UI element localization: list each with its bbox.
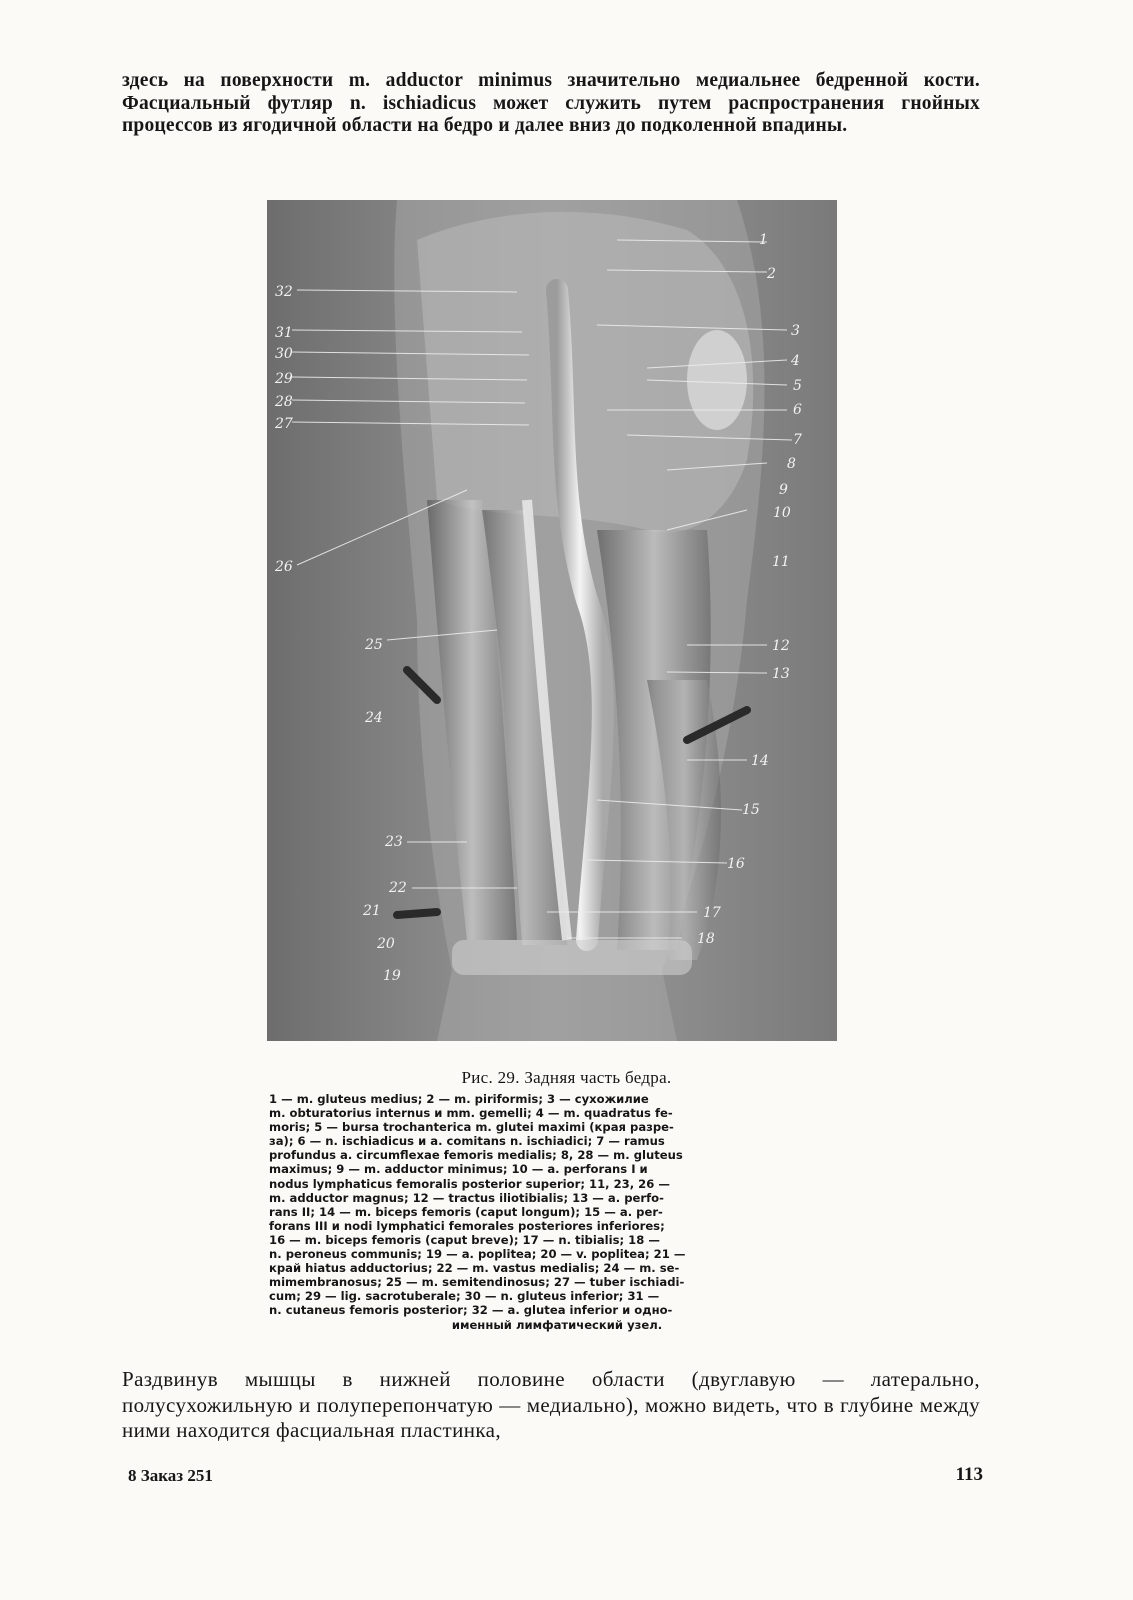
callout-24: 24 [365, 710, 383, 726]
legend-line: 1 — m. gluteus medius; 2 — m. piriformis; 3 — сухожилие [269, 1092, 649, 1106]
legend-line: rans II; 14 — m. biceps femoris (caput longum); 15 — a. per- [269, 1204, 663, 1219]
legend-line: forans III и nodi lymphatici femorales posteriores inferiores; [269, 1218, 665, 1233]
figure-legend [269, 1092, 845, 1332]
callout-32: 32 [275, 284, 293, 300]
callout-21: 21 [363, 903, 381, 919]
callout-28: 28 [275, 394, 293, 410]
legend-line: n. cutaneus femoris posterior; 32 — a. glutea inferior и одно- [269, 1303, 673, 1318]
callout-17: 17 [703, 905, 721, 921]
legend-line: moris; 5 — bursa trochanterica m. glutei maximi (края разре- [269, 1120, 674, 1135]
legend-line: nodus lymphaticus femoralis posterior superior; 11, 23, 26 — [269, 1176, 670, 1191]
callout-11: 11 [772, 554, 790, 570]
callout-13: 13 [772, 666, 790, 682]
legend-line: n. peroneus communis; 19 — a. poplitea; 20 — v. poplitea; 21 — [269, 1247, 686, 1262]
callout-12: 12 [772, 638, 790, 654]
callout-10: 10 [773, 505, 791, 521]
callout-14: 14 [751, 753, 769, 769]
bottom-paragraph: Раздвинув мышцы в нижней половине области (двуглавую — латерально, полусухожильную и полуперепончатую — медиально), можно видеть, что в глубине между ними находится фасциальная пластинка, [122, 1367, 980, 1442]
figure-caption-title: Рис. 29. Задняя часть бедра. [461, 1068, 672, 1087]
callout-31: 31 [275, 325, 293, 341]
callout-22: 22 [389, 880, 407, 896]
callout-16: 16 [727, 856, 745, 872]
callout-25: 25 [365, 637, 383, 653]
legend-line: maximus; 9 — m. adductor minimus; 10 — a. perforans I и [269, 1162, 648, 1177]
callout-15: 15 [742, 802, 760, 818]
callout-8: 8 [787, 456, 796, 472]
callout-3: 3 [791, 323, 800, 339]
callout-2: 2 [767, 266, 776, 282]
callout-20: 20 [377, 936, 395, 952]
legend-line: именный лимфатический узел. [451, 1317, 663, 1332]
callout-5: 5 [793, 378, 802, 394]
callout-30: 30 [275, 346, 293, 362]
legend-line: m. adductor magnus; 12 — tractus iliotibialis; 13 — a. perfo- [269, 1190, 664, 1205]
thigh-illustration [267, 200, 837, 1041]
anatomical-figure [267, 200, 837, 1041]
legend-line: край hiatus adductorius; 22 — m. vastus medialis; 24 — m. se- [269, 1261, 680, 1276]
printer-signature: 8 Заказ 251 [128, 1466, 213, 1485]
callout-9: 9 [779, 482, 788, 498]
legend-line: m. obturatorius internus и mm. gemelli; 4 — m. quadratus fe- [269, 1106, 673, 1121]
callout-4: 4 [791, 353, 800, 369]
callout-29: 29 [275, 371, 293, 387]
callout-27: 27 [275, 416, 293, 432]
callout-23: 23 [385, 834, 403, 850]
legend-line: cum; 29 — lig. sacrotuberale; 30 — n. gluteus inferior; 31 — [269, 1289, 660, 1304]
legend-line: за); 6 — n. ischiadicus и a. comitans n. ischiadici; 7 — ramus [269, 1134, 665, 1149]
callout-19: 19 [383, 968, 401, 984]
callout-6: 6 [793, 402, 802, 418]
callout-26: 26 [275, 559, 293, 575]
callout-7: 7 [793, 432, 802, 448]
top-paragraph: здесь на поверхности m. adductor minimus значительно медиальнее бедренной кости. Фасциальный футляр n. ischiadicus может служить путем распространения гнойных процессов из ягодичной области на бедро и далее вниз до подколенной впадины. [122, 70, 980, 136]
page-number: 113 [955, 1464, 983, 1485]
legend-line: 16 — m. biceps femoris (caput breve); 17 — n. tibialis; 18 — [269, 1232, 660, 1247]
legend-line: mimembranosus; 25 — m. semitendinosus; 27 — tuber ischiadi- [269, 1275, 685, 1290]
callout-18: 18 [697, 931, 715, 947]
legend-line: profundus a. circumflexae femoris medialis; 8, 28 — m. gluteus [269, 1148, 683, 1163]
callout-1: 1 [759, 232, 768, 248]
